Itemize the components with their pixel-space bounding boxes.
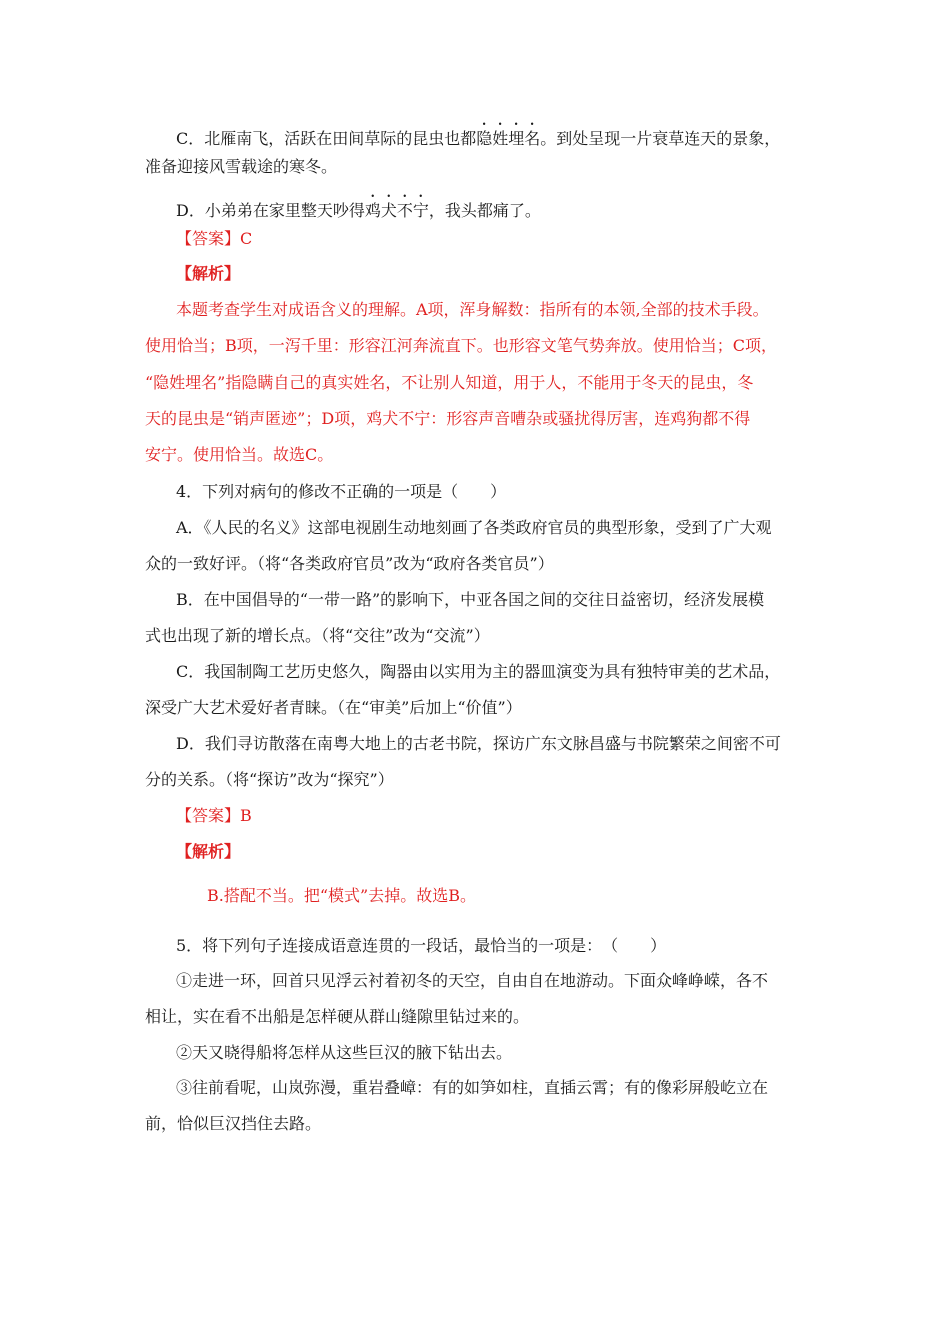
q5-line: ①走进一环，回首只见浮云衬着初冬的天空，自由自在地游动。下面众峰峥嵘，各不 [176, 971, 769, 990]
q4-line: A．《人民的名义》这部电视剧生动地刻画了各类政府官员的典型形象，受到了广大观 [176, 518, 772, 537]
q5-line: 相让，实在看不出船是怎样硬从群山缝隙里钻过来的。 [145, 1007, 530, 1026]
q3-option-d-emphasis: 鸡犬不宁 [364, 201, 429, 220]
q3-option-d-text-end: ，我头都痛了。 [428, 201, 541, 220]
q4-line: C．我国制陶工艺历史悠久，陶器由以实用为主的器皿演变为具有独特审美的艺术品， [176, 662, 781, 681]
q3-option-c [176, 120, 780, 150]
q3-option-c-text-end: 。到处呈现一片衰草连天的景象， [540, 129, 781, 148]
q5-stem: 5．将下列句子连接成语意连贯的一段话，最恰当的一项是： （ ） [176, 936, 667, 955]
q3-option-d [176, 192, 541, 222]
q3-analysis-line: 安宁。使用恰当。故选C。 [145, 445, 334, 464]
q4-line: 众的一致好评。（将“各类政府官员”改为“政府各类官员”） [145, 554, 554, 573]
q3-analysis-line: 天的昆虫是“销声匿迹”；D项，鸡犬不宁：形容声音嘈杂或骚扰得厉害，连鸡狗都不得 [145, 409, 751, 428]
q4-line: 分的关系。（将“探访”改为“探究”） [145, 770, 394, 789]
q3-option-d-text: D．小弟弟在家里整天吵得 [176, 201, 365, 220]
q5-line: ③往前看呢，山岚弥漫，重岩叠嶂：有的如笋如柱，直插云霄；有的像彩屏般屹立在 [176, 1078, 769, 1097]
q4-analysis-label: 【解析】 [176, 842, 241, 861]
q4-line: B．在中国倡导的“一带一路”的影响下，中亚各国之间的交往日益密切，经济发展模 [176, 590, 765, 609]
q3-option-c-line2: 准备迎接风雪载途的寒冬。 [145, 157, 338, 176]
q4-line: 式也出现了新的增长点。（将“交往”改为“交流”） [145, 626, 490, 645]
q4-line: 深受广大艺术爱好者青睐。（在“审美”后加上“价值”） [145, 698, 522, 717]
q4-line: D．我们寻访散落在南粤大地上的古老书院，探访广东文脉昌盛与书院繁荣之间密不可 [176, 734, 781, 753]
q5-line: ②天又晓得船将怎样从这些巨汉的腋下钻出去。 [176, 1043, 513, 1062]
q3-option-c-text: C．北雁南飞，活跃在田间草际的昆虫也都 [176, 129, 477, 148]
q4-analysis: B.搭配不当。把“模式”去掉。故选B。 [207, 886, 476, 905]
q3-analysis-label: 【解析】 [176, 264, 241, 283]
q5-line: 前，恰似巨汉挡住去路。 [145, 1114, 322, 1133]
q3-analysis-line: 使用恰当；B项，一泻千里：形容江河奔流直下。也形容文笔气势奔放。使用恰当；C项， [145, 336, 778, 355]
q3-option-c-emphasis: 隐姓埋名 [476, 129, 541, 148]
q3-analysis-line: “隐姓埋名”指隐瞒自己的真实姓名，不让别人知道，用于人，不能用于冬天的昆虫，冬 [145, 373, 754, 392]
q4-stem: 4．下列对病句的修改不正确的一项是（ ） [176, 482, 507, 501]
q3-analysis-line: 本题考查学生对成语含义的理解。A项，浑身解数：指所有的本领,全部的技术手段。 [176, 300, 769, 319]
q4-answer: 【答案】B [176, 806, 252, 825]
q3-answer: 【答案】C [176, 229, 253, 248]
